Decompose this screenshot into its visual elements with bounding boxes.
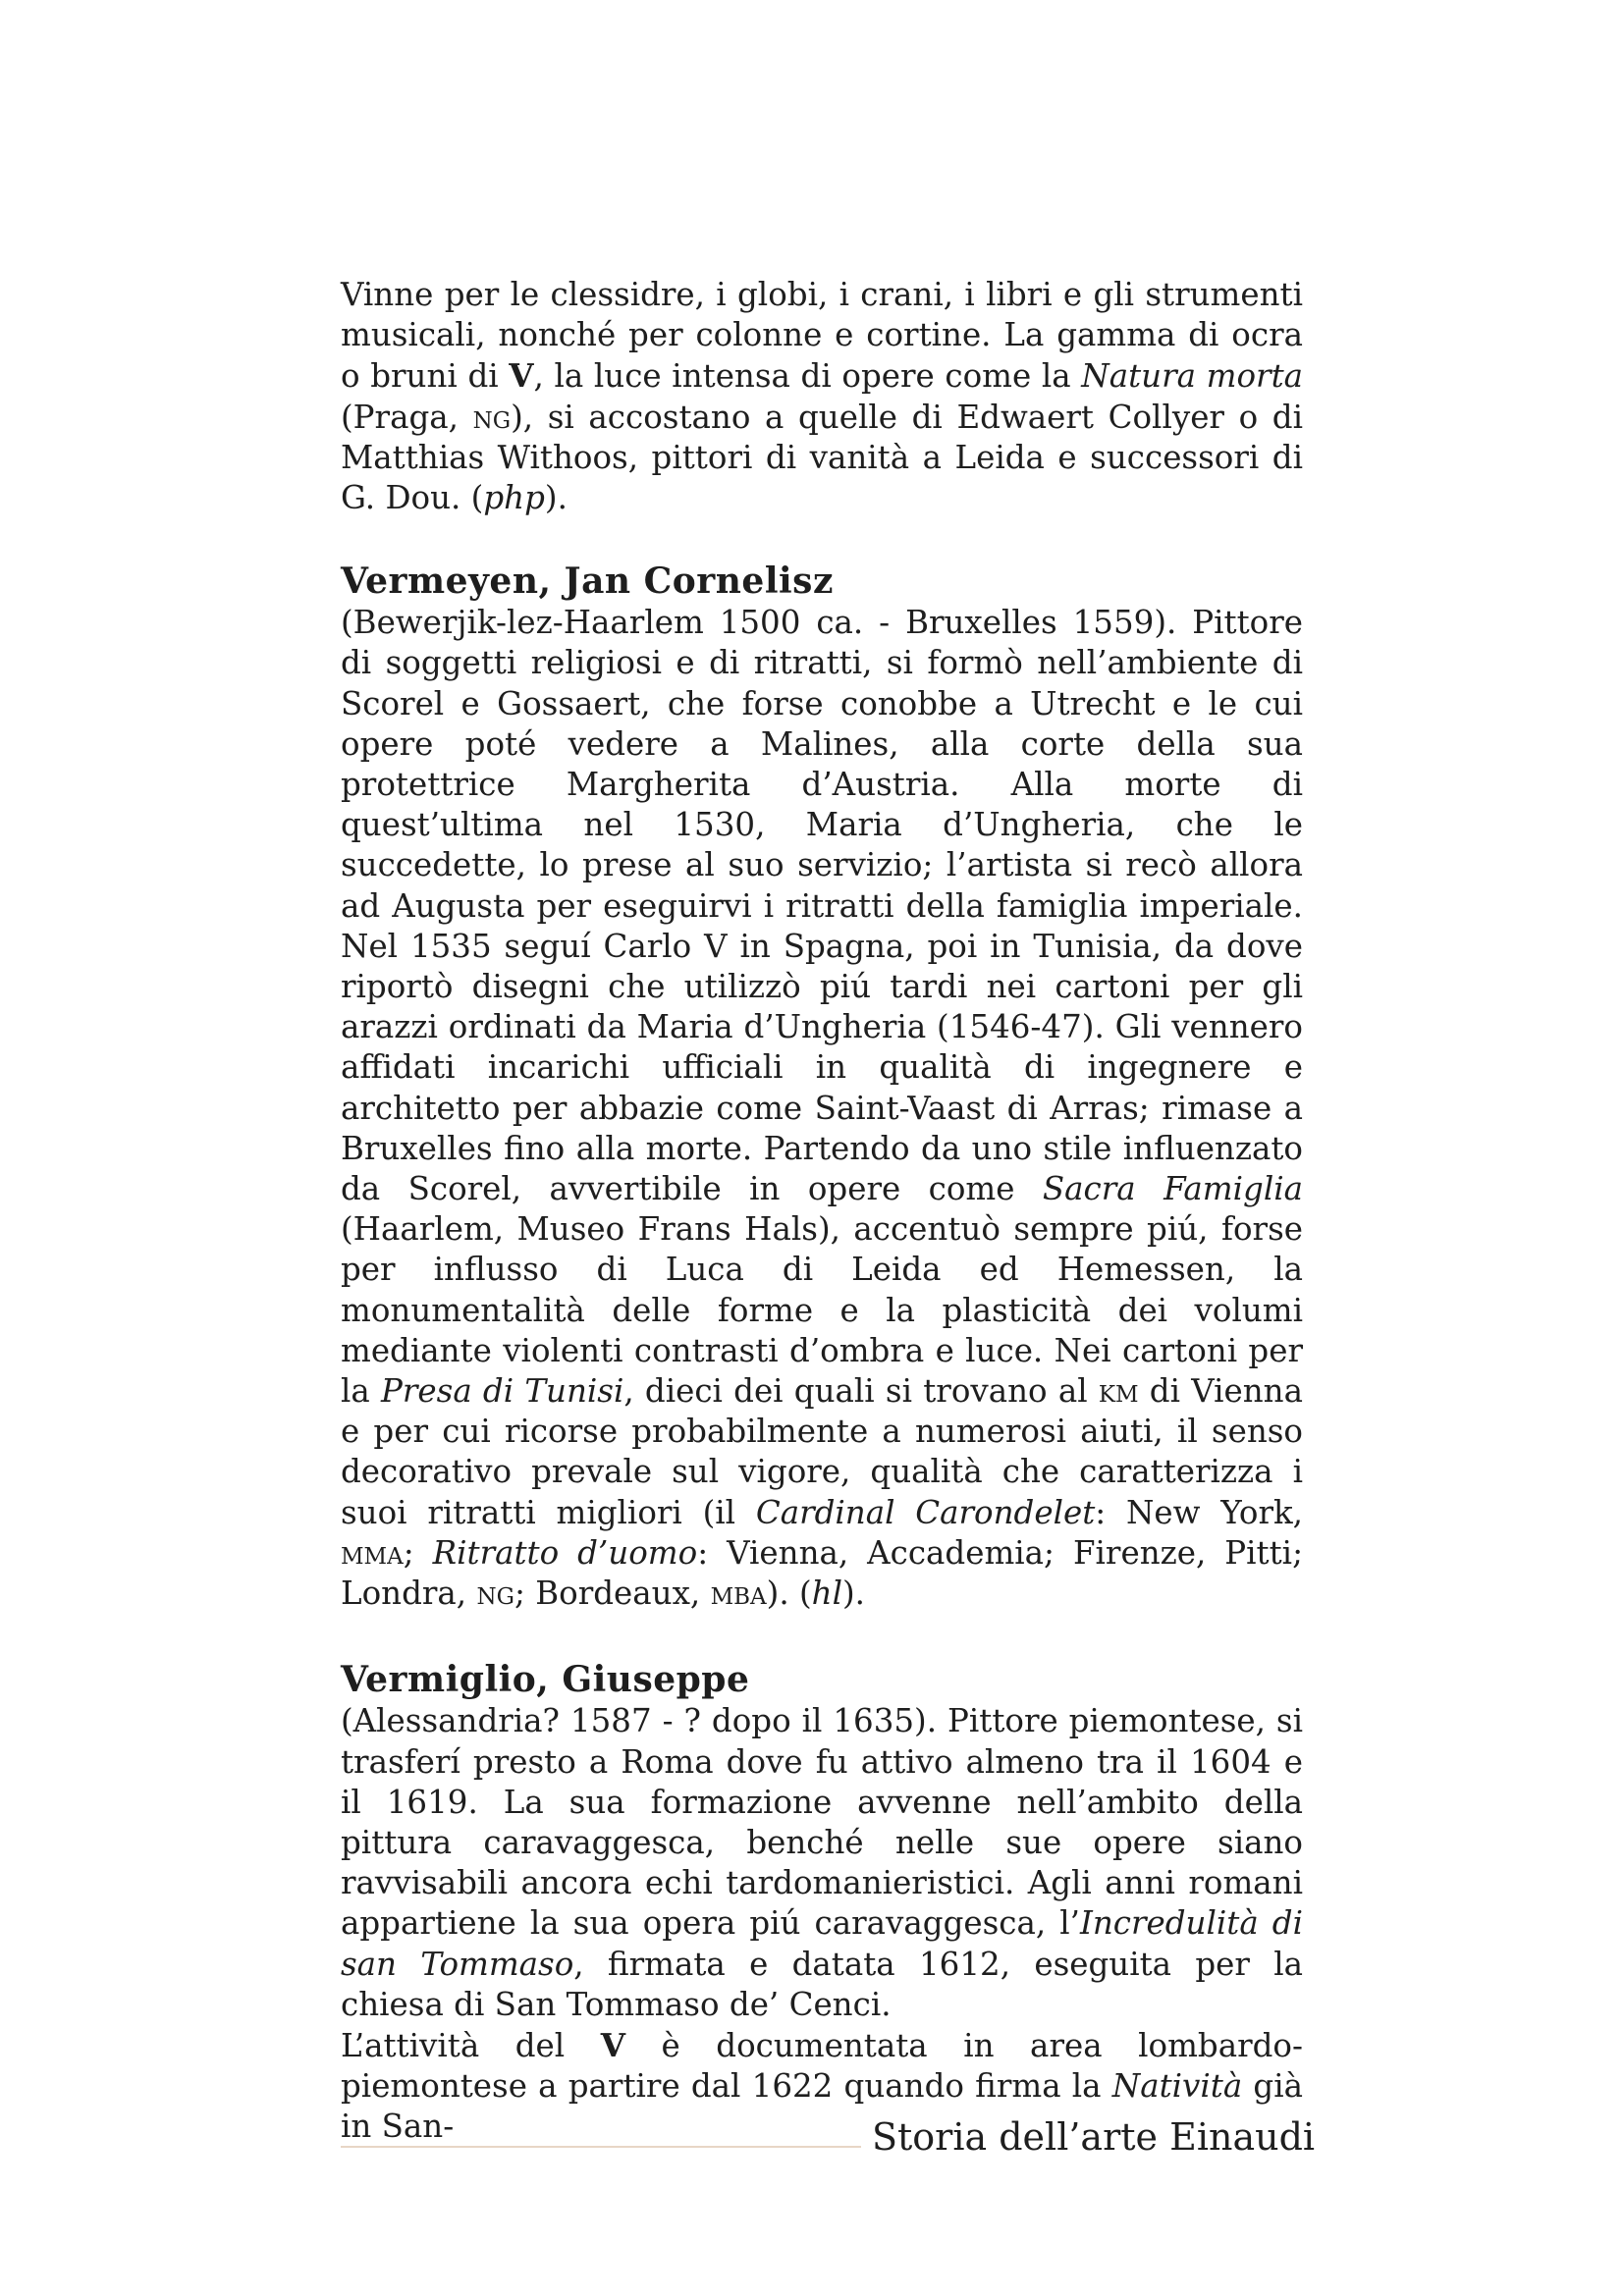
museum-abbr: mma <box>341 1533 404 1572</box>
footer-divider <box>341 2146 861 2148</box>
author-initials: php <box>483 479 545 517</box>
artwork-title: Sacra Famiglia <box>1042 1170 1303 1208</box>
author-initials: hl <box>811 1575 842 1613</box>
page-content <box>341 275 1303 2148</box>
artwork-title: Natura morta <box>1081 357 1304 396</box>
artwork-title: Presa di Tunisi <box>381 1372 624 1411</box>
museum-abbr: ng <box>472 398 512 436</box>
entry-body-vermiglio: (Alessandria? 1587 - ? dopo il 1635). Pittore piemontese, si trasferí presto a Roma dove fu attivo almeno tra il 1604 e il 1619. La sua formazione avvenne nell’ambito della pittura caravaggesca, benché nelle sue opere siano ravvisabili ancora echi tardomanieristici. Agli anni romani appartiene la sua opera piú caravaggesca, l’Incredulità di san Tommaso, firmata e datata 1612, eseguita per la chiesa di San Tommaso de’ Cenci. <box>341 1702 1304 2023</box>
artist-initial: V <box>600 2025 625 2064</box>
footer-publication-title: Storia dell’arte Einaudi <box>872 2115 1316 2159</box>
entry-body-vermiglio-continued: L’attività del V è documentata in area lombardo-piemontese a partire dal 1622 quando firma la Natività già in San- <box>341 2025 1304 2146</box>
museum-abbr: mba <box>710 1575 767 1613</box>
artwork-title: Ritratto d’uomo <box>432 1533 698 1572</box>
intro-paragraph: Vinne per le clessidre, i globi, i crani, i libri e gli strumenti musicali, nonché per colonne e cortine. La gamma di ocra o bruni di V, la luce intensa di opere come la Natura morta (Praga, ng), si accostano a quelle di Edwaert Collyer o di Matthias Withoos, pittori di vanità a Leida e successori di G. Dou. (php). <box>341 276 1304 517</box>
museum-abbr: ng <box>476 1575 514 1613</box>
artwork-title: Cardinal Carondelet <box>755 1493 1096 1531</box>
artwork-title: Incredulità di san Tommaso <box>341 1904 1303 1983</box>
entry-title-vermiglio: Vermiglio, Giuseppe <box>341 1659 750 1701</box>
museum-abbr: km <box>1098 1372 1139 1411</box>
entry-title-vermeyen: Vermeyen, Jan Cornelisz <box>341 561 834 603</box>
artist-initial: V <box>509 356 534 396</box>
entry-body-vermeyen: (Bewerjik-lez-Haarlem 1500 ca. - Bruxelles 1559). Pittore di soggetti religiosi e di ritratti, si formò nell’ambiente di Scorel e Gossaert, che forse conobbe a Utrecht e le cui opere poté vedere a Malines, alla corte della sua protettrice Margherita d’Austria. Alla morte di quest’ultima nel 1530, Maria d’Ungheria, che le succedette, lo prese al suo servizio; l’artista si recò allora ad Augusta per eseguirvi i ritratti della famiglia imperiale. Nel 1535 seguí Carlo V in Spagna, poi in Tunisia, da dove riportò disegni che utilizzò piú tardi nei cartoni per gli arazzi ordinati da Maria d’Ungheria (1546-47). Gli vennero affidati incarichi ufficiali in qualità di ingegnere e architetto per abbazie come Saint-Vaast di Arras; rimase a Bruxelles fino alla morte. Partendo da uno stile influenzato da Scorel, avvertibile in opere come Sacra Famiglia (Haarlem, Museo Frans Hals), accentuò sempre piú, forse per influsso di Luca di Leida ed Hemessen, la monumentalità delle forme e la plasticità dei volumi mediante violenti contrasti d’ombra e luce. Nei cartoni per la Presa di Tunisi, dieci dei quali si trovano al km di Vienna e per cui ricorse probabilmente a numerosi aiuti, il senso decorativo prevale sul vigore, qualità che caratterizza i suoi ritratti migliori (il Cardinal Carondelet: New York, mma; Ritratto d’uomo: Vienna, Accademia; Firenze, Pitti; Londra, ng; Bordeaux, mba). (hl). <box>341 604 1304 1613</box>
artwork-title: Natività <box>1111 2067 1243 2106</box>
